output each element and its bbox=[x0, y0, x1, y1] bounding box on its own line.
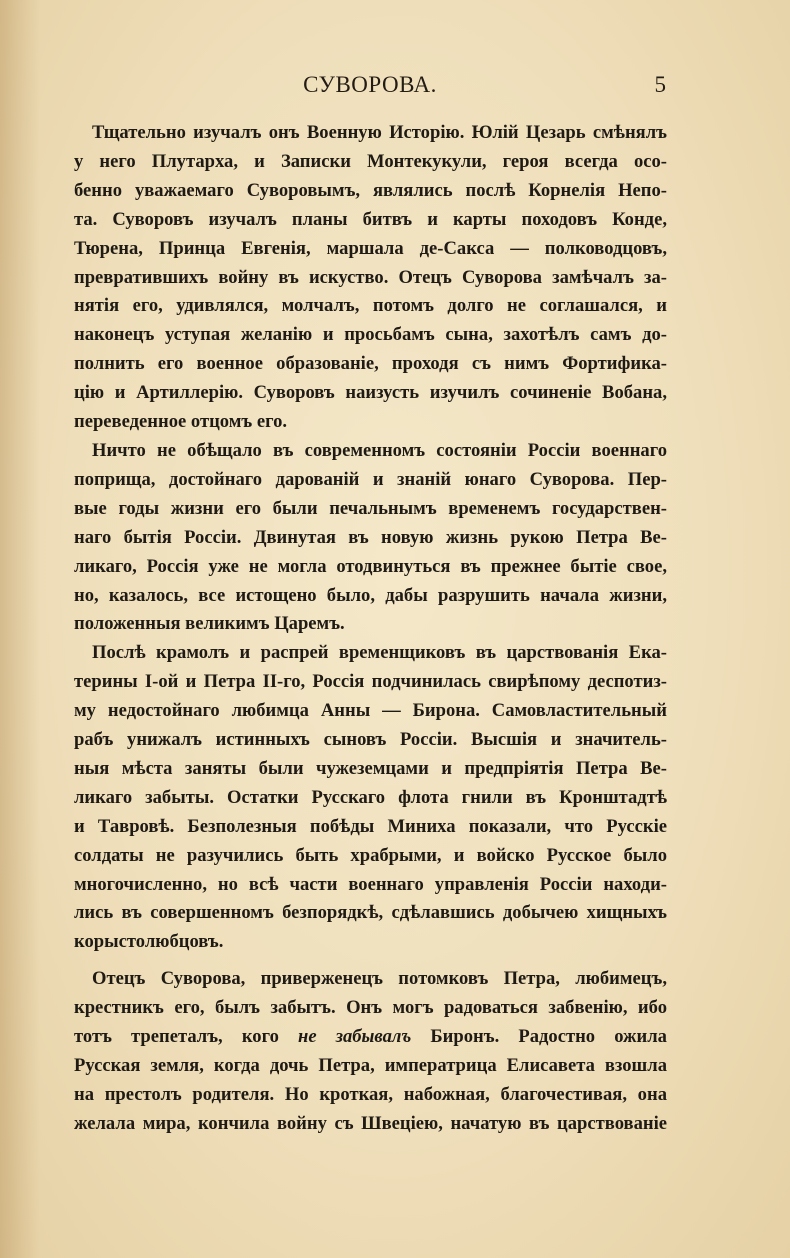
text-line: вые годы жизни его были печальнымъ временемъ государствен- bbox=[74, 497, 667, 519]
text-line: Тщательно изучалъ онъ Военную Исторію. Юлій Цезарь смѣнялъ bbox=[92, 122, 667, 143]
text-line: Тюрена, Принца Евгенія, маршала де-Сакса — полководцовъ, bbox=[74, 237, 667, 259]
page-gutter-shadow bbox=[0, 0, 40, 1258]
italic-emphasis: не забывалъ bbox=[298, 1026, 412, 1048]
text-line: превратившихъ войну въ искуство. Отецъ Суворова замѣчалъ за- bbox=[74, 266, 667, 288]
text-line: Отецъ Суворова, приверженецъ потомковъ Петра, любимецъ, bbox=[92, 968, 667, 990]
text-line: поприща, достойнаго дарованій и знаній юнаго Суворова. Пер- bbox=[74, 468, 667, 490]
text-line: Послѣ крамолъ и распрей временщиковъ въ царствованія Ека- bbox=[92, 642, 667, 664]
text-line: на престолъ родителя. Но кроткая, набожная, благочестивая, она bbox=[74, 1083, 667, 1105]
text-line: крестникъ его, былъ забытъ. Онъ могъ радоваться забвенію, ибо bbox=[74, 997, 667, 1019]
text-line: солдаты не разучились быть храбрыми, и войско Русское было bbox=[74, 844, 667, 866]
text-line: рабъ унижалъ истинныхъ сыновъ Россіи. Высшія и значитель- bbox=[74, 729, 667, 751]
text-line: ликаго, Россія уже не могла отодвинуться въ прежнее бытіе свое, bbox=[74, 555, 667, 577]
text-line: та. Суворовъ изучалъ планы битвъ и карты походовъ Конде, bbox=[74, 208, 667, 230]
body-text bbox=[74, 119, 667, 1139]
text-line: многочисленно, но всѣ части военнаго управленія Россіи находи- bbox=[74, 873, 667, 895]
text-line: переведенное отцомъ его. bbox=[74, 411, 288, 433]
text-line: наго бытія Россіи. Двинутая въ новую жизнь рукою Петра Ве- bbox=[74, 526, 667, 548]
text-line: у него Плутарха, и Записки Монтекукули, героя всегда осо- bbox=[74, 150, 667, 172]
text-line: желала мира, кончила войну съ Швеціею, начатую въ царствованіе bbox=[74, 1112, 667, 1134]
text-line bbox=[74, 1023, 667, 1052]
text-line: цію и Артиллерію. Суворовъ наизусть изучилъ сочиненіе Вобана, bbox=[74, 382, 667, 404]
text-line: и Тавровѣ. Безполезныя побѣды Миниха показали, что Русскіе bbox=[74, 815, 667, 837]
running-head bbox=[74, 72, 666, 108]
text-line: му недостойнаго любимца Анны — Бирона. Самовластительный bbox=[74, 700, 667, 722]
text-fragment: Биронъ. Радостно ожила bbox=[411, 1026, 667, 1048]
text-line: наконецъ уступая желанію и просьбамъ сына, захотѣлъ самъ до- bbox=[74, 324, 667, 346]
text-fragment: тотъ трепеталъ, кого bbox=[74, 1026, 298, 1048]
text-line: бенно уважаемаго Суворовымъ, являлись послѣ Корнелія Непо- bbox=[74, 179, 667, 201]
text-line: Ничто не обѣщало въ современномъ состояніи Россіи военнаго bbox=[92, 439, 667, 461]
text-line: ликаго забыты. Остатки Русскаго флота гнили въ Кронштадтѣ bbox=[74, 786, 667, 808]
text-line: корыстолюбцовъ. bbox=[74, 931, 224, 953]
text-line: положенныя великимъ Царемъ. bbox=[74, 613, 345, 635]
text-line: терины I-ой и Петра II-го, Россія подчинилась свирѣпому деспотиз- bbox=[74, 671, 667, 693]
text-line: но, казалось, все истощено было, дабы разрушить начала жизни, bbox=[74, 584, 667, 606]
page-number: 5 bbox=[654, 72, 666, 97]
text-line: полнить его военное образованіе, проходя съ нимъ Фортифика- bbox=[74, 353, 667, 375]
running-title: СУВОРОВА. bbox=[303, 72, 437, 97]
text-line: лись въ совершенномъ безпорядкѣ, сдѣлавшись добычею хищныхъ bbox=[74, 902, 667, 924]
text-line: Русская земля, когда дочь Петра, императрица Елисавета взошла bbox=[74, 1055, 667, 1076]
text-line: нятія его, удивлялся, молчалъ, потомъ долго не соглашался, и bbox=[74, 295, 667, 317]
text-line: ныя мѣста заняты были чужеземцами и предпріятія Петра Ве- bbox=[74, 757, 667, 779]
